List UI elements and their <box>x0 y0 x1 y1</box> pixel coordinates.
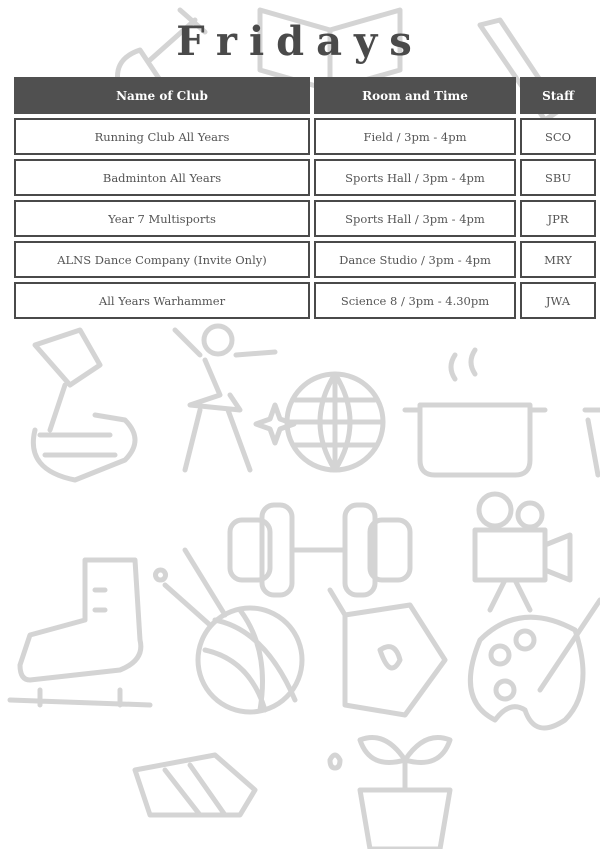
club-name-cell: ALNS Dance Company (Invite Only) <box>14 241 310 278</box>
club-name-cell: Year 7 Multisports <box>14 200 310 237</box>
room-time-cell: Sports Hall / 3pm - 4pm <box>314 159 516 196</box>
column-header-club: Name of Club <box>14 77 310 114</box>
staff-cell: JWA <box>520 282 596 319</box>
column-header-room-time: Room and Time <box>314 77 516 114</box>
paintbrush-icon <box>33 330 135 480</box>
plant-icon <box>330 738 450 849</box>
page-title: Fridays <box>176 18 424 65</box>
dancer-icon <box>175 326 275 470</box>
club-name-cell: Running Club All Years <box>14 118 310 155</box>
palette-icon <box>470 600 600 728</box>
dumbbell-icon <box>230 505 410 595</box>
shuttlecock-icon <box>135 755 255 815</box>
ice-skate-icon <box>10 560 150 705</box>
room-time-cell: Field / 3pm - 4pm <box>314 118 516 155</box>
yarn-icon <box>156 550 303 712</box>
staff-cell: SBU <box>520 159 596 196</box>
clubs-table <box>14 77 596 319</box>
column-header-staff: Staff <box>520 77 596 114</box>
room-time-cell: Sports Hall / 3pm - 4pm <box>314 200 516 237</box>
staff-cell: JPR <box>520 200 596 237</box>
club-name-cell: All Years Warhammer <box>14 282 310 319</box>
pot-icon <box>405 350 545 475</box>
staff-cell: SCO <box>520 118 596 155</box>
room-time-cell: Dance Studio / 3pm - 4pm <box>314 241 516 278</box>
globe-icon <box>256 374 383 470</box>
club-name-cell: Badminton All Years <box>14 159 310 196</box>
watering-can-icon <box>330 590 445 715</box>
cup-icon <box>585 410 600 475</box>
movie-camera-icon <box>475 494 570 610</box>
staff-cell: MRY <box>520 241 596 278</box>
room-time-cell: Science 8 / 3pm - 4.30pm <box>314 282 516 319</box>
